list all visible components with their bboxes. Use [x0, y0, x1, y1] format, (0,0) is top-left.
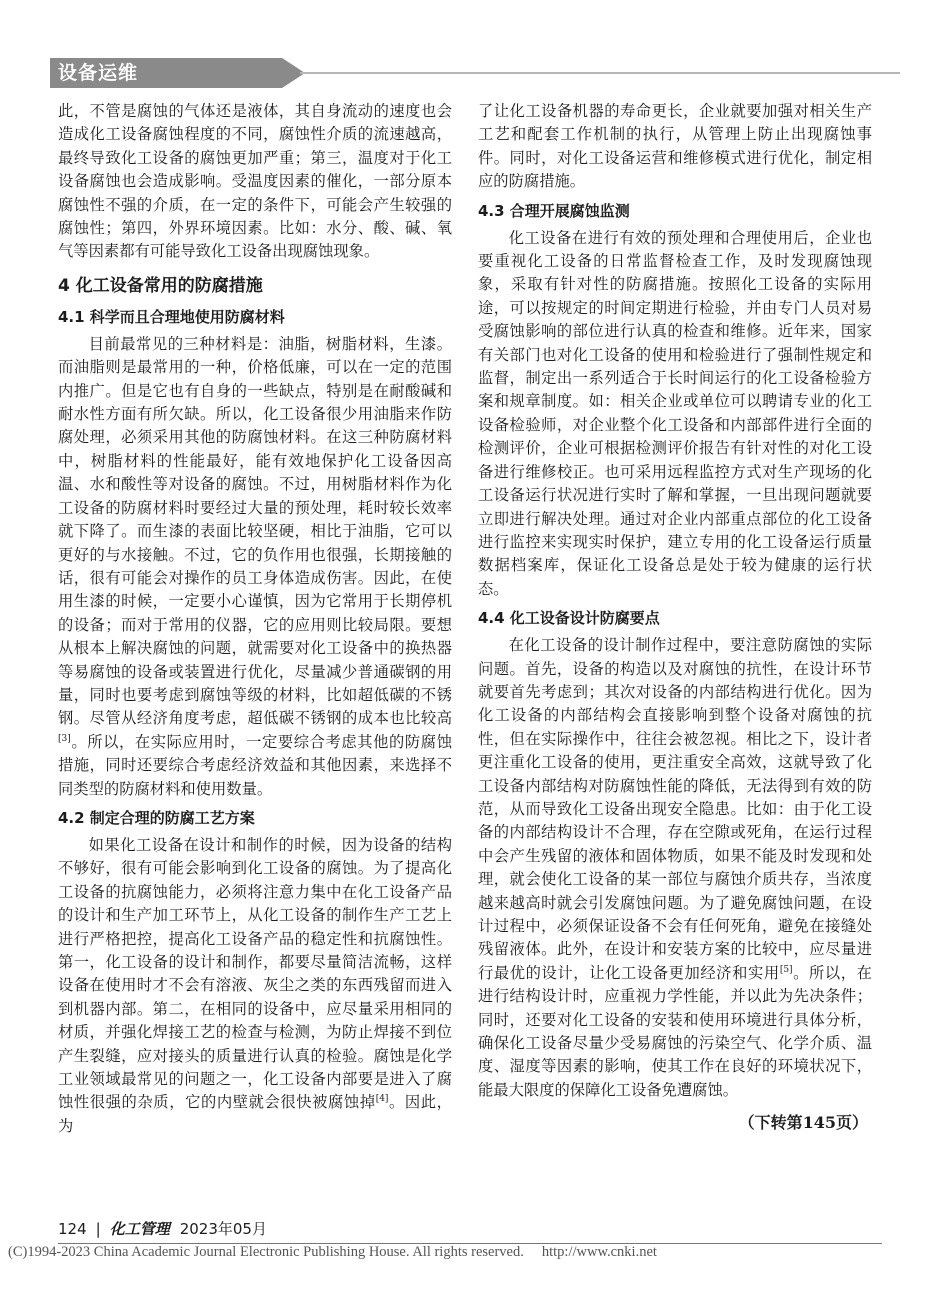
section-4-2-heading: 4.2 制定合理的防腐工艺方案	[58, 808, 255, 827]
footer-separator: |	[95, 1220, 101, 1238]
intro-paragraph: 此，不管是腐蚀的气体还是液体，其自身流动的速度也会造成化工设备腐蚀程度的不同，腐蚀性介质的流速越高，最终导致化工设备的腐蚀更加严重；第三，温度对于化工设备腐蚀也会造成影响。受温度因素的催化，一部分原本腐蚀性不强的介质，在一定的条件下，可能会产生较强的腐蚀性；第四，外界环境因素。比如：水分、酸、碱、氧气等因素都有可能导致化工设备出现腐蚀现象。	[58, 102, 452, 261]
cnki-url[interactable]: http://www.cnki.net	[541, 1244, 657, 1260]
continued-on-page-note: （下转第145页）	[738, 1113, 868, 1133]
copyright-text: (C)1994-2023 China Academic Journal Electronic Publishing House. All rights reserved.	[8, 1244, 524, 1260]
page-number: 124	[58, 1220, 87, 1238]
section-4-1-text-a: 目前最常见的三种材料是：油脂，树脂材料，生漆。而油脂则是最常用的一种，价格低廉，可以在一定的范围内推广。但是它也有自身的一些缺点，特别是在耐酸碱和耐水性方面有所欠缺。所以，化工设备很少用油脂来作防腐处理，必须采用其他的防腐蚀材料。在这三种防腐材料中，树脂材料的性能最好，能有效地保护化工设备因高温、水和酸性等对设备的腐蚀。不过，用树脂材料作为化工设备的防腐材料时要经过大量的预处理，耗时较长效率就下降了。而生漆的表面比较坚硬，相比于油脂，它可以更好的与水接触。不过，它的负作用也很强，长期接触的话，很有可能会对操作的员工身体造成伤害。因此，在使用生漆的时候，一定要小心谨慎，因为它常用于长期停机的设备；而对于常用的仪器，它的应用则比较局限。要想从根本上解决腐蚀的问题，就需要对化工设备中的换热器等易腐蚀的设备或装置进行优化，尽量减少普通碳钢的用量，同时也要考虑到腐蚀等级的材料，比如超低碳的不锈钢。尽管从经济角度考虑，超低碳不锈钢的成本也比较高	[58, 334, 452, 728]
section-4-1-paragraph	[58, 333, 452, 801]
section-4-1-text-b: 。所以，在实际应用时，一定要综合考虑其他的防腐蚀措施，同时还要综合考虑经济效益和其他因素，来选择不同类型的防腐材料和使用数量。	[58, 732, 452, 798]
section-4-4-paragraph	[478, 634, 872, 1102]
section-4-4-heading: 4.4 化工设备设计防腐要点	[478, 609, 660, 628]
section-4-2-text-b: 。因此，为	[58, 1093, 452, 1135]
section-4-4-text-a: 在化工设备的设计制作过程中，要注意防腐蚀的实际问题。首先，设备的构造以及对腐蚀的抗性，在设计环节就要首先考虑到；其次对设备的内部结构进行优化。因为化工设备的内部结构会直接影响到整个设备对腐蚀的抗性，但在实际操作中，往往会被忽视。相比之下，设计者更注重化工设备的使用，更注重安全高效，这就导致了化工设备内部结构对防腐蚀性能的降低，无法得到有效的防范，从而导致化工设备出现安全隐患。比如：由于化工设备的内部结构设计不合理，存在空隙或死角，在运行过程中会产生残留的液体和固体物质，如果不能及时发现和处理，就会使化工设备的某一部位与腐蚀介质共存，当浓度越来越高时就会引发腐蚀问题。为了避免腐蚀问题，在设计过程中，必须保证设备不会有任何死角，避免在接缝处残留液体。此外，在设计和安装方案的比较中，应尽量进行最优的设计，让化工设备更加经济和实用	[478, 636, 872, 982]
section-4-3-heading: 4.3 合理开展腐蚀监测	[478, 201, 630, 220]
section-4-heading: 4 化工设备常用的防腐措施	[58, 275, 263, 296]
section-4-2-paragraph	[58, 834, 452, 1138]
right-column	[478, 100, 872, 1133]
issue-date: 2023年05月	[179, 1220, 267, 1238]
citation-ref-3: [3]	[58, 733, 71, 744]
continued-paragraph: 了让化工设备机器的寿命更长，企业就要加强对相关生产工艺和配套工作机制的执行，从管理上防止出现腐蚀事件。同时，对化工设备运营和维修模式进行优化，制定相应的防腐措施。	[478, 102, 872, 191]
page-footer	[58, 1218, 267, 1240]
left-column	[58, 100, 452, 1138]
section-header-title: 设备运维	[58, 62, 139, 84]
header-rule	[300, 72, 900, 74]
copyright-notice	[8, 1244, 657, 1261]
section-4-1-heading: 4.1 科学而且合理地使用防腐材料	[58, 307, 285, 326]
section-4-4-text-b: 。所以，在进行结构设计时，应重视力学性能，并以此为先决条件；同时，还要对化工设备的安装和使用环境进行具体分析，确保化工设备尽量少受易腐蚀的污染空气、化学介质、温度、湿度等因素的影响，使其工作在良好的环境状况下，能最大限度的保障化工设备免遭腐蚀。	[478, 963, 872, 1099]
section-4-3-paragraph: 化工设备在进行有效的预处理和合理使用后，企业也要重视化工设备的日常监督检查工作，及时发现腐蚀现象，采取有针对性的防腐措施。按照化工设备的实际用途，可以按规定的时间定期进行检验，并由专门人员对易受腐蚀影响的部位进行认真的检查和维修。近年来，国家有关部门也对化工设备的使用和检验进行了强制性规定和监督，制定出一系列适合于长时间运行的化工设备检验方案和规章制度。如：相关企业或单位可以聘请专业的化工设备检验师，对企业整个化工设备和内部部件进行全面的检测评价，企业可根据检测评价报告有针对性的对化工设备进行维修校正。也可采用远程监控方式对生产现场的化工设备运行状况进行实时了解和掌握，一旦出现问题就要立即进行解决处理。通过对企业内部重点部位的化工设备进行监控来实现实时保护，建立专用的化工设备运行质量数据档案库，保证化工设备总是处于较为健康的运行状态。	[478, 228, 872, 598]
journal-name: 化工管理	[109, 1220, 170, 1238]
section-4-2-text-a: 如果化工设备在设计和制作的时候，因为设备的结构不够好，很有可能会影响到化工设备的腐蚀。为了提高化工设备的抗腐蚀能力，必须将注意力集中在化工设备产品的设计和生产加工环节上，从化工设备的制作生产工艺上进行严格把控，提高化工设备产品的稳定性和抗腐蚀性。第一，化工设备的设计和制作，都要尽量简洁流畅，这样设备在使用时才不会有溶液、灰尘之类的东西残留而进入到机器内部。第二，在相同的设备中，应尽量采用相同的材质，并强化焊接工艺的检查与检测，为防止焊接不到位产生裂缝，应对接头的质量进行认真的检验。腐蚀是化学工业领域最常见的问题之一，化工设备内部要是进入了腐蚀性很强的杂质，它的内壁就会很快被腐蚀掉	[58, 835, 452, 1112]
citation-ref-4: [4]	[375, 1094, 389, 1105]
citation-ref-5: [5]	[779, 964, 793, 975]
